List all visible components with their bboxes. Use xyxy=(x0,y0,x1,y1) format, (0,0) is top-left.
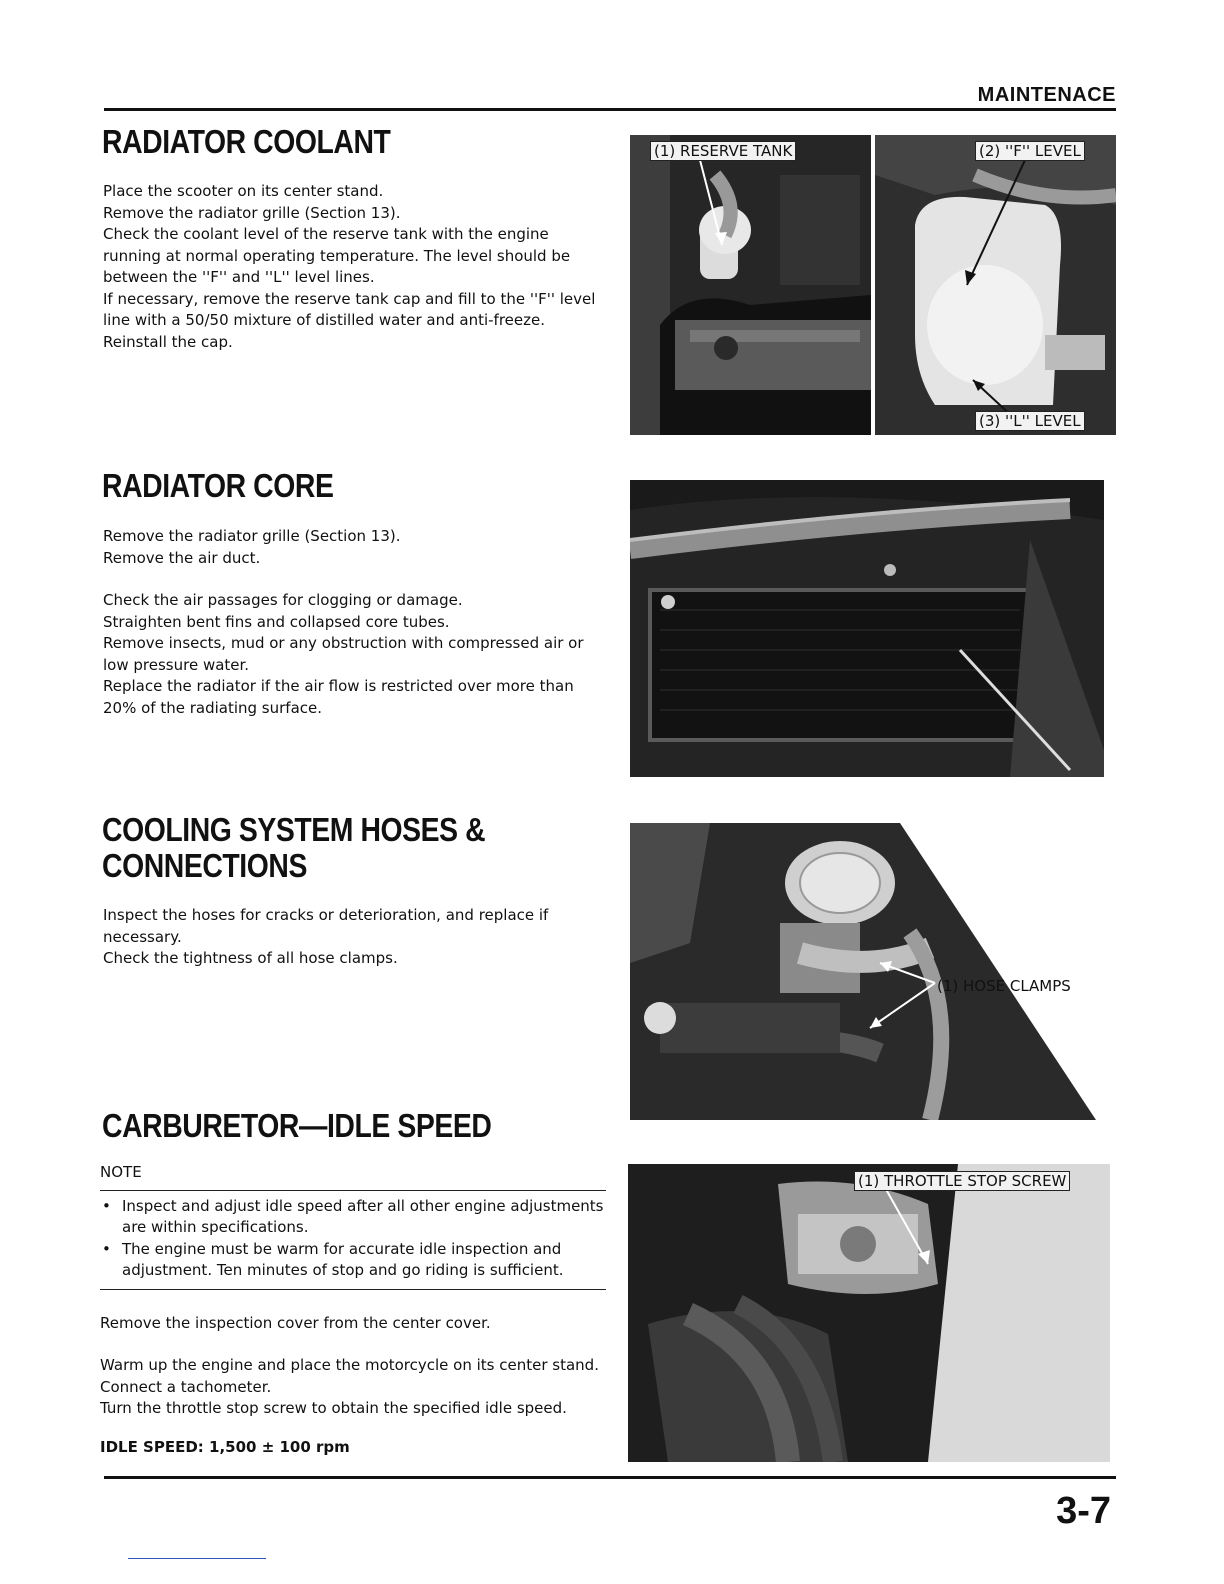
paragraph: Replace the radiator if the air flow is restricted over more than 20% of the radiating surface. xyxy=(103,677,574,717)
idle-speed-spec: IDLE SPEED: 1,500 ± 100 rpm xyxy=(100,1438,350,1456)
radiator-coolant-text xyxy=(103,181,611,353)
reserve-tank-photo-art xyxy=(630,135,871,435)
paragraph: Remove the inspection cover from the center cover. xyxy=(100,1314,491,1332)
note-rule-top xyxy=(100,1190,606,1191)
paragraph: Reinstall the cap. xyxy=(103,332,233,351)
note-item-text: Inspect and adjust idle speed after all other engine adjustments are within specifications. xyxy=(122,1197,604,1236)
callout-l-level: (3) ''L'' LEVEL xyxy=(975,411,1085,431)
callout-throttle-stop-screw: (1) THROTTLE STOP SCREW xyxy=(854,1171,1070,1191)
footer-decoration-line xyxy=(128,1558,266,1559)
paragraph: Check the air passages for clogging or damage. xyxy=(103,591,463,609)
bullet-icon: • xyxy=(102,1197,111,1215)
callout-hose-clamps: (1) HOSE CLAMPS xyxy=(937,977,1071,995)
tank-levels-photo-art xyxy=(875,135,1116,435)
cooling-hoses-text xyxy=(103,905,611,970)
radiator-core-photo xyxy=(630,480,1104,777)
list-item xyxy=(100,1239,608,1281)
paragraph: Remove insects, mud or any obstruction with compressed air or low pressure water. xyxy=(103,634,584,674)
throttle-stop-screw-photo-art xyxy=(628,1164,1110,1462)
note-list xyxy=(100,1196,608,1282)
paragraph: Place the scooter on its center stand. xyxy=(103,182,384,200)
paragraph: Remove the radiator grille (Section 13). xyxy=(103,203,401,222)
footer-rule xyxy=(104,1476,1116,1479)
paragraph-gap xyxy=(103,569,611,590)
page-number: 3-7 xyxy=(1056,1490,1111,1532)
paragraph: Check the coolant level of the reserve tank with the engine running at normal operating temperature. The level should be between the ''F'' and ''L'' level lines. xyxy=(103,225,571,286)
header-section-label: MAINTENACE xyxy=(977,84,1116,106)
note-label: NOTE xyxy=(100,1163,142,1181)
throttle-stop-screw-photo xyxy=(628,1164,1110,1462)
hose-clamps-photo-art xyxy=(630,823,1096,1120)
header-rule xyxy=(104,108,1116,111)
reserve-tank-photo xyxy=(630,135,871,435)
paragraph: If necessary, remove the reserve tank cap and fill to the ''F'' level line with a 50/50 mixture of distilled water and anti-freeze. xyxy=(103,289,596,329)
heading-cooling-hoses-line1: COOLING SYSTEM HOSES & xyxy=(102,811,486,848)
paragraph: Inspect the hoses for cracks or deterioration, and replace if necessary. xyxy=(103,906,549,946)
radiator-core-text xyxy=(103,526,611,719)
heading-radiator-core: RADIATOR CORE xyxy=(102,467,334,504)
paragraph: Straighten bent fins and collapsed core tubes. xyxy=(103,612,450,631)
heading-carburetor-idle-speed: CARBURETOR—IDLE SPEED xyxy=(102,1107,492,1144)
heading-radiator-coolant: RADIATOR COOLANT xyxy=(102,123,391,160)
heading-cooling-hoses-line2: CONNECTIONS xyxy=(102,847,307,884)
radiator-core-photo-art xyxy=(630,480,1104,777)
paragraph: Turn the throttle stop screw to obtain the specified idle speed. xyxy=(100,1399,567,1417)
callout-reserve-tank: (1) RESERVE TANK xyxy=(650,141,796,161)
list-item xyxy=(100,1196,608,1238)
paragraph: Remove the radiator grille (Section 13). xyxy=(103,527,401,545)
bullet-icon: • xyxy=(102,1240,111,1258)
carburetor-text-a xyxy=(100,1313,608,1335)
callout-f-level: (2) ''F'' LEVEL xyxy=(975,141,1085,161)
note-item-text: The engine must be warm for accurate idle inspection and adjustment. Ten minutes of stop and go riding is sufficient. xyxy=(122,1240,564,1279)
paragraph: Remove the air duct. xyxy=(103,548,261,567)
hose-clamps-photo xyxy=(630,823,1096,1120)
carburetor-text-b xyxy=(100,1355,608,1420)
paragraph: Warm up the engine and place the motorcycle on its center stand. Connect a tachometer. xyxy=(100,1356,599,1396)
note-rule-bottom xyxy=(100,1289,606,1290)
tank-levels-photo xyxy=(875,135,1116,435)
paragraph: Check the tightness of all hose clamps. xyxy=(103,949,398,967)
